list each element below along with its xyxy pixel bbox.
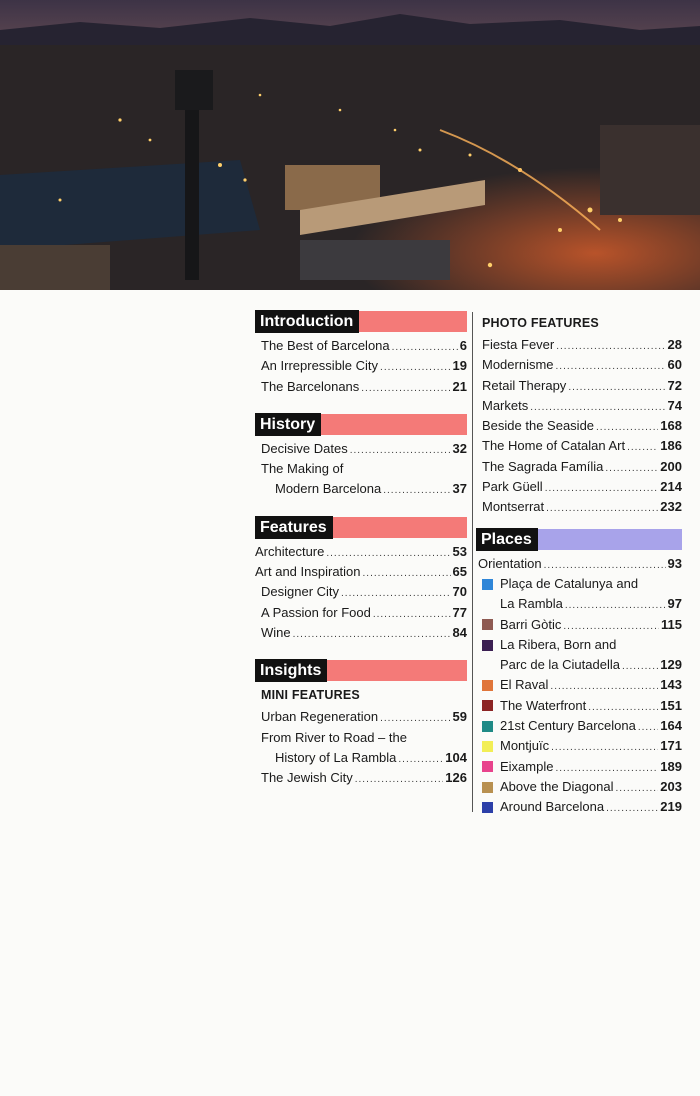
toc-entry[interactable]: Art and Inspiration ..... 65	[255, 562, 467, 582]
toc-entry[interactable]: An Irrepressible City ..... 19	[255, 356, 467, 376]
toc-entry-line1[interactable]: The Making of	[261, 461, 344, 477]
toc-entry[interactable]: Beside the Seaside ..... 168	[476, 416, 682, 436]
section-history	[255, 413, 467, 500]
cover-photo-barcelona-night	[0, 0, 700, 290]
section-title: Features	[255, 516, 333, 539]
color-swatch-icon	[482, 619, 493, 630]
color-swatch-icon	[482, 782, 493, 793]
section-header-history	[255, 413, 467, 436]
toc-entry[interactable]: Markets ..... 74	[476, 396, 682, 416]
toc-entry[interactable]: The Home of Catalan Art ..... 186	[476, 436, 682, 456]
subheading-photo-features: PHOTO FEATURES	[482, 316, 599, 330]
toc-entry[interactable]: Designer City ..... 70	[255, 582, 467, 602]
toc-entry-place[interactable]: Barri Gòtic ..... 115	[476, 615, 682, 635]
toc-entry-place[interactable]: El Raval ..... 143	[476, 675, 682, 695]
section-features	[255, 516, 467, 643]
color-swatch-icon	[482, 680, 493, 691]
section-photo-features	[476, 316, 682, 518]
section-header-places	[476, 528, 682, 551]
section-title: History	[255, 413, 321, 436]
toc-entry[interactable]: Decisive Dates ..... 32	[255, 439, 467, 459]
section-title: Introduction	[255, 310, 359, 333]
toc-entry[interactable]: Wine ..... 84	[255, 623, 467, 643]
color-swatch-icon	[482, 700, 493, 711]
color-swatch-icon	[482, 579, 493, 590]
section-title: Places	[476, 528, 538, 551]
toc-entry-place-line2[interactable]: La Rambla ..... 97	[476, 594, 682, 614]
toc-entry-line1[interactable]: From River to Road – the	[261, 729, 407, 745]
toc-entry[interactable]: A Passion for Food ..... 77	[255, 603, 467, 623]
toc-entry[interactable]: Fiesta Fever ..... 28	[476, 335, 682, 355]
section-header-insights	[255, 659, 467, 682]
toc-entry-place[interactable]: Montjuïc ..... 171	[476, 736, 682, 756]
section-insights	[255, 659, 467, 788]
toc-entry-place[interactable]: Eixample ..... 189	[476, 757, 682, 777]
toc-entry-place[interactable]: 21st Century Barcelona ..... 164	[476, 716, 682, 736]
toc-entry[interactable]: The Best of Barcelona ..... 6	[255, 336, 467, 356]
color-swatch-icon	[482, 721, 493, 732]
column-divider	[472, 312, 473, 812]
toc-entry-line2[interactable]: Modern Barcelona ..... 37	[255, 479, 467, 499]
contents-left-column	[255, 310, 467, 804]
toc-entry-place[interactable]: Around Barcelona ..... 219	[476, 797, 682, 817]
toc-entry-place[interactable]: Above the Diagonal ..... 203	[476, 777, 682, 797]
toc-entry-place-line2[interactable]: Parc de la Ciutadella ..... 129	[476, 655, 682, 675]
toc-entry[interactable]: The Barcelonans ..... 21	[255, 377, 467, 397]
cityscape-illustration	[0, 0, 700, 290]
section-introduction	[255, 310, 467, 397]
toc-entry[interactable]: Montserrat ..... 232	[476, 497, 682, 517]
toc-entry[interactable]: The Jewish City ..... 126	[255, 768, 467, 788]
places-list	[476, 574, 682, 818]
subheading-mini-features: MINI FEATURES	[261, 688, 360, 703]
toc-entry-place[interactable]: The Waterfront ..... 151	[476, 696, 682, 716]
toc-entry[interactable]: Urban Regeneration ..... 59	[255, 707, 467, 727]
contents-right-column	[476, 310, 682, 834]
toc-entry-place[interactable]: Plaça de Catalunya and	[476, 574, 682, 594]
toc-entry[interactable]: Architecture ..... 53	[255, 542, 467, 562]
toc-entry-orientation[interactable]: Orientation ..... 93	[476, 554, 682, 574]
color-swatch-icon	[482, 802, 493, 813]
toc-entry[interactable]: Retail Therapy ..... 72	[476, 376, 682, 396]
section-header-introduction	[255, 310, 467, 333]
color-swatch-icon	[482, 741, 493, 752]
toc-entry-line2[interactable]: History of La Rambla ..... 104	[255, 748, 467, 768]
toc-entry[interactable]: Park Güell ..... 214	[476, 477, 682, 497]
section-places	[476, 528, 682, 818]
toc-entry-place[interactable]: La Ribera, Born and	[476, 635, 682, 655]
color-swatch-icon	[482, 640, 493, 651]
section-header-features	[255, 516, 467, 539]
toc-entry[interactable]: Modernisme ..... 60	[476, 355, 682, 375]
section-title: Insights	[255, 659, 327, 682]
color-swatch-icon	[482, 761, 493, 772]
toc-entry[interactable]: The Sagrada Família ..... 200	[476, 457, 682, 477]
